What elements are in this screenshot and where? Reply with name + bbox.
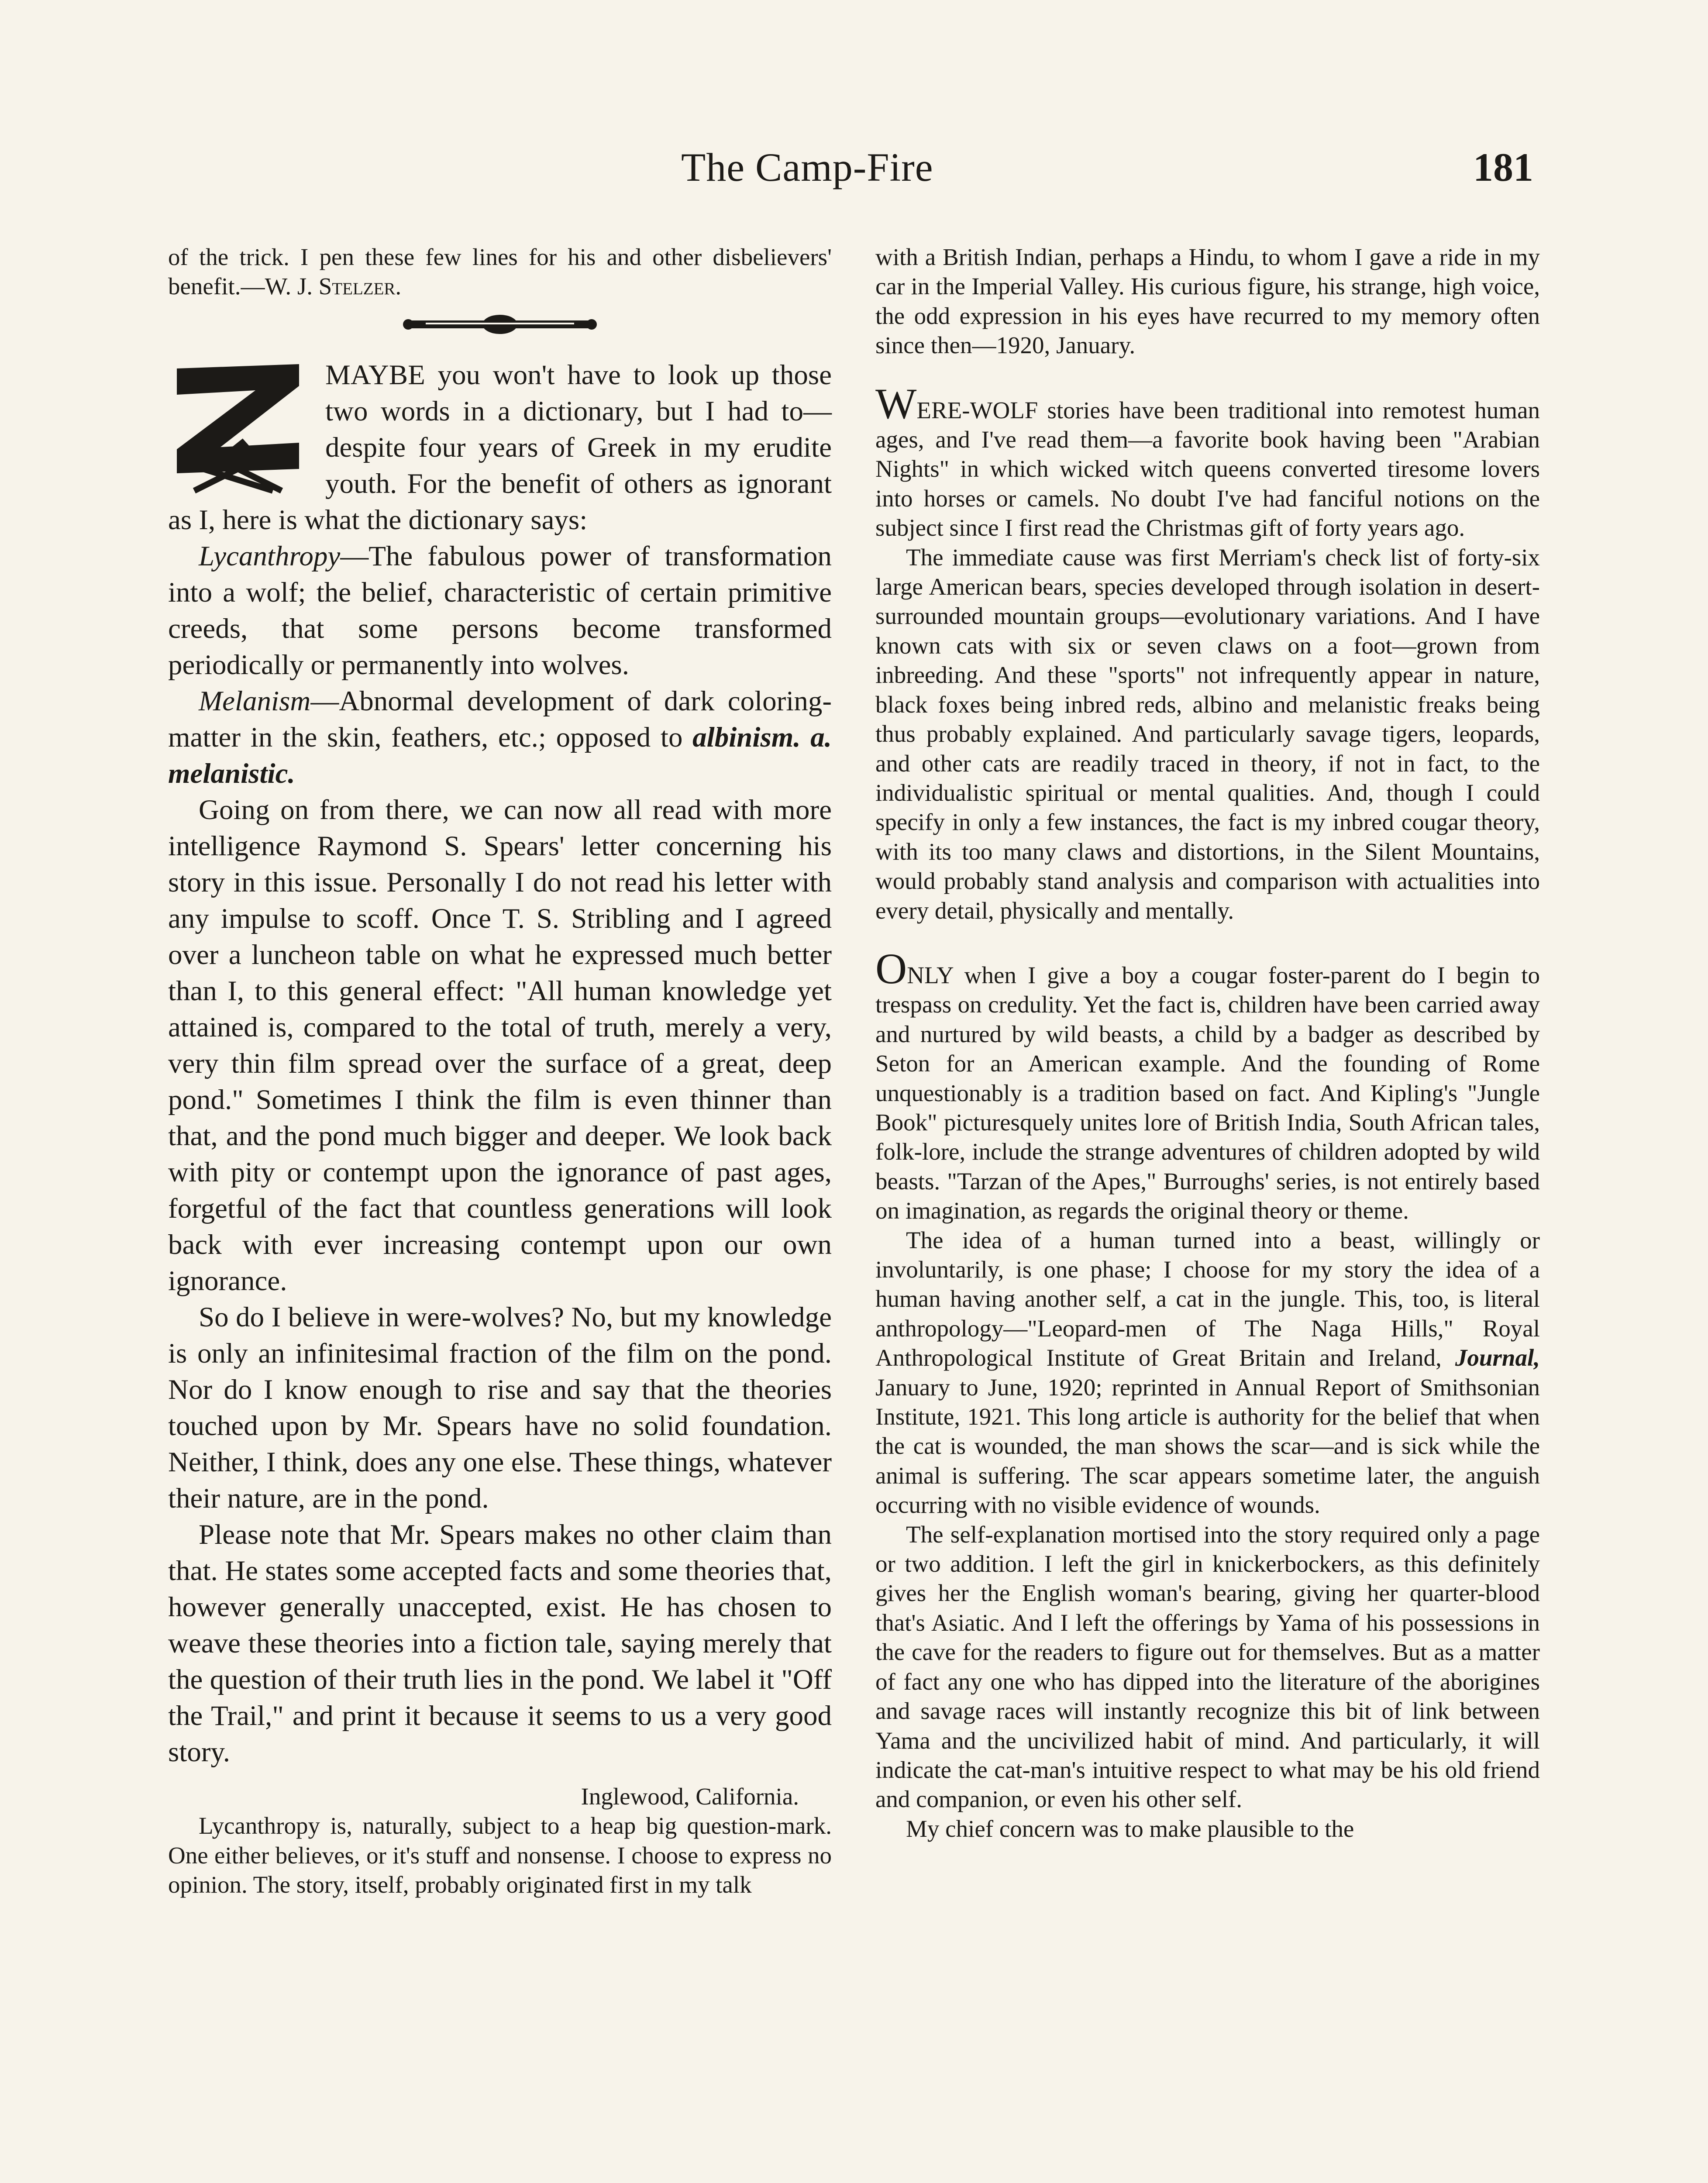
left-paragraph-werewolves: So do I believe in were-wolves? No, but my knowledge is only an infinitesimal fraction of the film on the pond. Nor do I know enough to rise and say that the theories touched upon by Mr. Spears have no solid foundation. Neither, I think, does any one else. These things, whatever their nature, are in the pond. <box>168 1301 832 1514</box>
only-initial: O <box>875 944 907 993</box>
running-title: The Camp-Fire <box>681 145 933 189</box>
melanism-term: Melanism <box>199 685 311 717</box>
right-column <box>875 242 1540 1843</box>
chief-concern-paragraph: My chief concern was to make plausible to the <box>906 1815 1354 1842</box>
lycanthropy-text: —The fabulous power of transformation into a wolf; the belief, characteristic of certain primitive creeds, that some persons become transformed periodically or permanently into wolves. <box>168 540 832 681</box>
human-beast-text-2: January to June, 1920; reprinted in Annual Report of Smithsonian Institute, 1921. This long article is authority for the belief that when the cat is wounded, the man shows the scar—and is sick while the animal is suffering. The scar appears sometime later, the anguish occurring with no visible evidence of wounds. <box>875 1374 1540 1518</box>
right-paragraph-1: with a British Indian, perhaps a Hindu, to whom I gave a ride in my car in the Imperial Valley. His curious figure, his strange, high voice, the odd expression in his eyes have recurred to my memory often since then—1920, January. <box>875 244 1540 359</box>
only-text: NLY when I give a boy a cougar foster-parent do I begin to trespass on credulity. Yet the fact is, children have been carried away and nurtured by wild beasts, a child by a badger as described by Seton for an American example. And the founding of Rome unquestionably is a tradition based on fact. And Kipling's "Jungle Book" picturesquely unites lore of British India, South African tales, folk-lore, include the strange adventures of children adopted by wild beasts. "Tarzan of the Apes," Burroughs' series, is not entirely based on imagination, as regards the original theory or theme. <box>875 961 1540 1224</box>
left-column <box>168 242 832 1899</box>
human-beast-text-1: The idea of a human turned into a beast, willingly or involuntarily, is one phase; I choose for my story the idea of a human having another self, a cat in the jungle. This, too, is literal anthropology—"Leopard-men of The Naga Hills," Royal Anthropological Institute of Great Britain and Ireland, <box>875 1226 1540 1371</box>
maybe-paragraph: MAYBE you won't have to look up those two words in a dictionary, but I had to—despite four years of Greek in my erudite youth. For the benefit of others as ignorant as I, here is what the dictionary says: <box>168 359 832 536</box>
campfire-z-initial-icon <box>168 360 312 499</box>
page-number: 181 <box>1473 145 1533 189</box>
werewolf-initial: W <box>875 379 917 428</box>
melanism-end: albinism. a. melanistic. <box>168 721 832 789</box>
lycanthropy-term: Lycanthropy <box>199 540 341 572</box>
left-paragraph-spears: Please note that Mr. Spears makes no other claim than that. He states some accepted facts and some theories that, however generally unaccepted, exist. He has chosen to weave these theories into a fiction tale, saying merely that the question of their truth lies in the pond. We label it "Off the Trail," and print it because it seems to us a very good story. <box>168 1518 832 1768</box>
werewolf-paragraph <box>875 379 1540 543</box>
ornament-divider-icon <box>399 309 600 340</box>
left-paragraph-lycanthropy-note: Lycanthropy is, naturally, subject to a heap big question-mark. One either believes, or it's stuff and nonsense. I choose to express no opinion. The story, itself, probably originated first in my talk <box>168 1812 832 1898</box>
werewolf-text: ERE-WOLF stories have been traditional into remotest human ages, and I've read them—a favorite book having been "Arabian Nights" in which wicked witch queens converted tiresome lovers into horses or camels. No doubt I've had fanciful notions on the subject since I first read the Christmas gift of forty years ago. <box>875 396 1540 541</box>
merriam-paragraph: The immediate cause was first Merriam's check list of forty-six large American bears, species developed through isolation in desert-surrounded mountain groups—evolutionary variations. And I have known cats with six or seven claws on a foot—grown from inbreeding. And these "sports" not infrequently appear in nature, black foxes being inbred reds, albino and melanistic freaks being thus probably explained. And particularly savage tigers, leopards, and other cats are readily traced in theory, if not in fact, to the individualistic spiritual or mental qualities. And, though I could specify in only a few instances, the fact is my inbred cougar theory, with its too many claws and distortions, in the Silent Mountains, would probably stand analysis and comparison with actualities into every detail, physically and mentally. <box>875 544 1540 924</box>
signature-stelzer: Stelzer. <box>318 273 402 300</box>
lycanthropy-definition <box>168 538 832 683</box>
human-beast-paragraph <box>875 1226 1540 1520</box>
journal-word: Journal, <box>1455 1344 1540 1371</box>
left-paragraph-pond: Going on from there, we can now all read with more intelligence Raymond S. Spears' letter concerning his story in this issue. Personally I do not read his letter with any impulse to scoff. Once T. S. Stribling and I agreed over a luncheon table on what he expressed much better than I, to this general effect: "All human knowledge yet attained is, compared to the total of truth, merely a very, very thin film spread over the surface of a great, deep pond." Sometimes I think the film is even thinner than that, and the pond much bigger and deeper. We look back with pity or contempt upon the ignorance of past ages, forgetful of the fact that countless generations will look back with ever increasing contempt upon our own ignorance. <box>168 794 832 1297</box>
left-p1-text: of the trick. I pen these few lines for his and other disbelievers' benefit.—W. J. <box>168 244 832 300</box>
page-header <box>0 144 1708 214</box>
melanism-text: —Abnormal development of dark coloring-matter in the skin, feathers, etc.; opposed to <box>168 685 832 753</box>
self-explanation-paragraph: The self-explanation mortised into the story required only a page or two addition. I left the girl in knickerbockers, as this definitely gives her the English woman's bearing, giving her quarter-blood that's Asiatic. And I left the offerings by Yama of his possessions in the cave for the readers to figure out for themselves. But as a matter of fact any one who has dipped into the literature of the aborigines and savage races will instantly recognize this bit of link between Yama and the uncivilized habit of mind. And particularly, it will indicate the cat-man's intuitive respect to what may be his old friend and companion, or even his other self. <box>875 1521 1540 1813</box>
signoff-location: Inglewood, California. <box>581 1783 799 1810</box>
section-gap <box>875 360 1540 391</box>
melanism-definition <box>168 683 832 792</box>
only-paragraph <box>875 944 1540 1226</box>
dropcap-paragraph <box>168 357 832 538</box>
section-gap <box>875 925 1540 956</box>
left-paragraph-1 <box>168 242 832 301</box>
